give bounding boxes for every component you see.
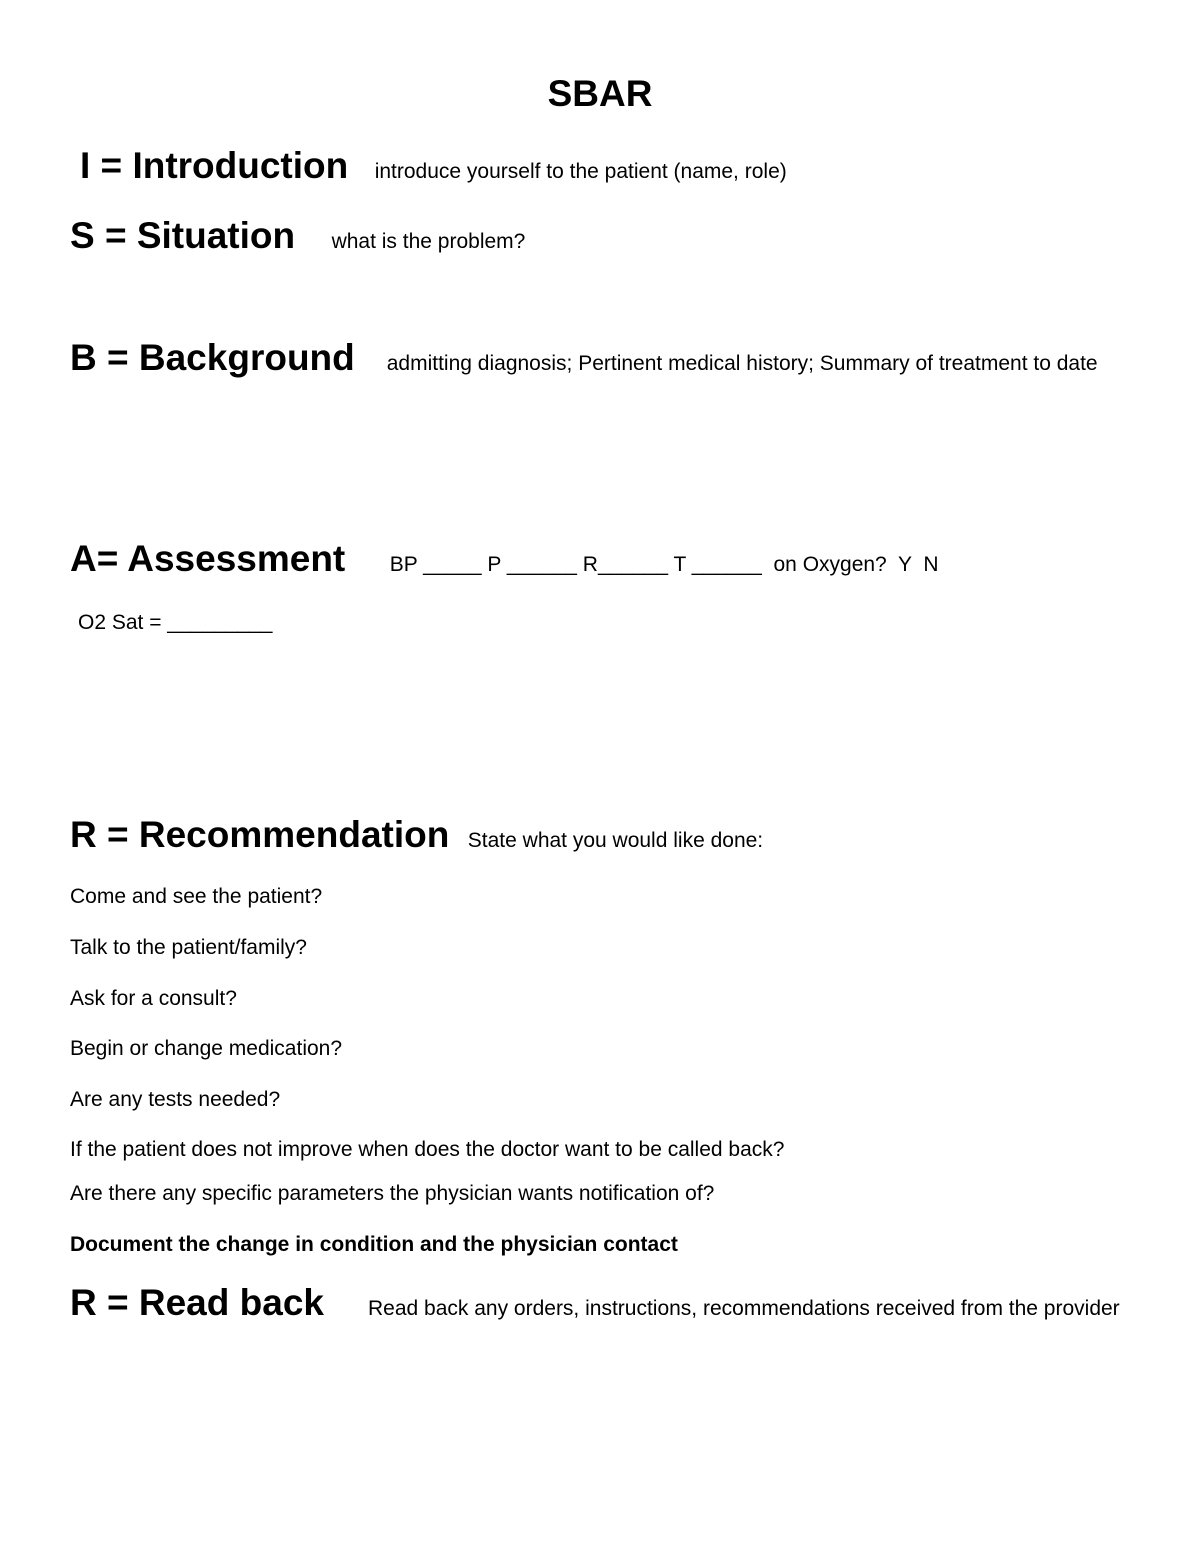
assessment-section xyxy=(70,537,939,581)
introduction-heading: I = Introduction xyxy=(80,145,349,186)
recommendation-item: Are any tests needed? xyxy=(70,1088,281,1111)
recommendation-item: If the patient does not improve when does the doctor want to be called back? xyxy=(70,1138,785,1161)
assessment-heading: A= Assessment xyxy=(70,538,346,579)
recommendation-item: Come and see the patient? xyxy=(70,885,323,908)
read-back-description: Read back any orders, instructions, recommendations received from the provider xyxy=(367,1297,1120,1320)
page-title: SBAR xyxy=(547,73,653,114)
recommendation-item: Begin or change medication? xyxy=(70,1037,343,1060)
situation-heading: S = Situation xyxy=(70,215,296,256)
recommendation-item: Talk to the patient/family? xyxy=(70,936,307,959)
read-back-heading: R = Read back xyxy=(70,1282,324,1323)
recommendation-item: Ask for a consult? xyxy=(70,987,237,1010)
document-note: Document the change in condition and the physician contact xyxy=(70,1233,678,1256)
introduction-section xyxy=(80,144,787,188)
introduction-description: introduce yourself to the patient (name, role) xyxy=(374,160,787,183)
assessment-vitals: BP _____ P ______ R______ T ______ on Oxygen? Y N xyxy=(389,553,939,576)
recommendation-heading: R = Recommendation xyxy=(70,814,450,855)
recommendation-description: State what you would like done: xyxy=(467,829,764,852)
o2-saturation-line: O2 Sat = _________ xyxy=(78,611,273,634)
situation-section xyxy=(70,214,525,258)
background-heading: B = Background xyxy=(70,337,355,378)
situation-description: what is the problem? xyxy=(331,230,526,253)
background-section xyxy=(70,336,1130,381)
background-description: admitting diagnosis; Pertinent medical history; Summary of treatment to date xyxy=(386,352,1098,375)
recommendation-item: Are there any specific parameters the physician wants notification of? xyxy=(70,1182,715,1205)
read-back-section xyxy=(70,1281,1130,1326)
recommendation-section xyxy=(70,813,763,857)
